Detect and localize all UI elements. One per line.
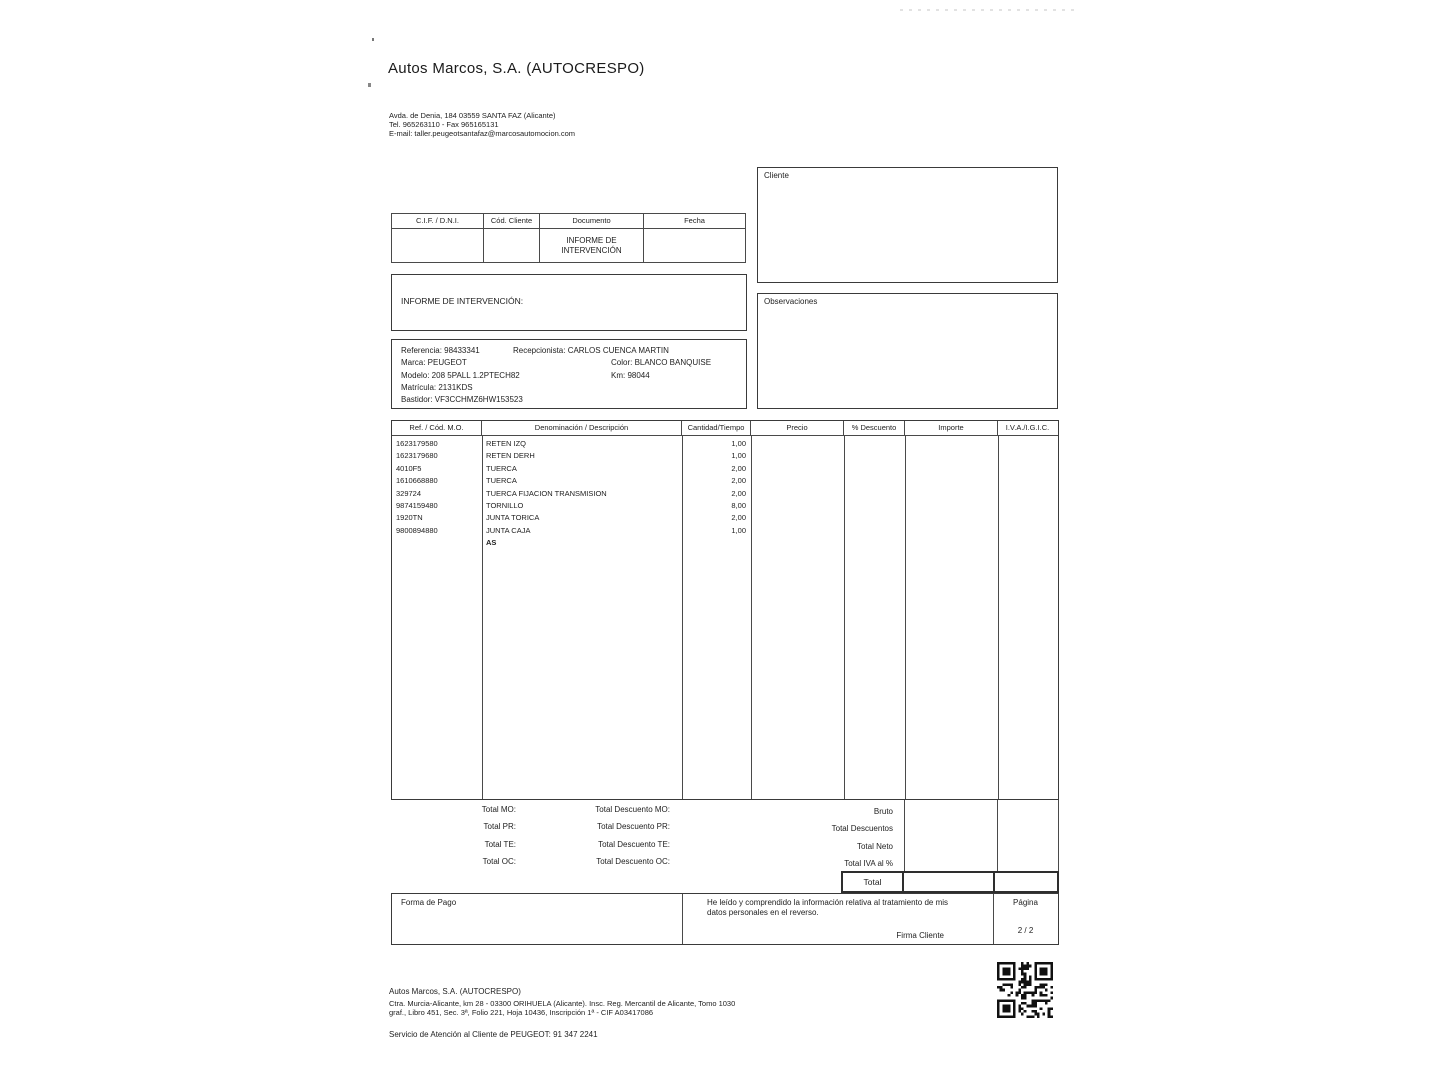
item-desc: TUERCA FIJACION TRANSMISION [486,488,607,498]
cliente-label: Cliente [764,171,789,180]
document-info-table [391,213,746,263]
totals-band [391,800,1059,871]
item-row [392,513,1058,525]
vehicle-info-box [391,339,747,409]
vehicle-matricula: Matrícula: 2131KDS [401,382,473,392]
scan-artifact-mark [368,83,371,87]
cif-dni-value [392,229,484,263]
item-ref: 9800894880 [396,525,438,535]
vehicle-km: Km: 98044 [611,370,650,380]
total-right-label: Bruto [873,806,893,816]
item-desc: TUERCA [486,463,517,473]
item-row [392,451,1058,463]
item-row [392,526,1058,538]
observaciones-box [757,293,1058,409]
total-value [904,873,995,891]
vehicle-modelo: Modelo: 208 5PALL 1.2PTECH82 [401,370,520,380]
item-desc: RETEN IZQ [486,439,527,448]
total-left-label: Total MO: [481,805,516,814]
item-row [392,464,1058,476]
items-body [392,436,1058,799]
total-descuento-label: Total Descuento TE: [598,839,670,849]
item-ref: 1610668880 [396,476,438,486]
item-desc: JUNTA CAJA [486,525,531,535]
privacy-cell [683,894,994,944]
vehicle-recepcionista: Recepcionista: CARLOS CUENCA MARTIN [513,346,669,355]
items-header-importe: Importe [905,421,998,435]
item-desc: RETEN DERH [486,451,535,461]
total-right-label: Total Descuentos [831,824,893,833]
total-right-label: Total Neto [856,841,893,851]
item-qty: 8,00 [731,501,746,510]
informe-intervencion-box [391,274,747,331]
item-ref: 329724 [396,488,422,498]
items-header-iva: I.V.A./I.G.I.C. [1005,423,1050,432]
total-right-label: Total IVA al % [844,859,893,868]
header-fecha: Fecha [684,216,705,225]
total-iva-cell [995,873,1057,891]
pagina-label: Página [1013,898,1038,907]
item-desc: JUNTA TORICA [486,513,540,523]
footer-registry-line1: Ctra. Murcia-Alicante, km 28 - 03300 ORIHUELA (Alicante). Insc. Reg. Mercantil de Alicante, Tomo 1030 [389,999,736,1008]
column-divider [904,800,905,871]
item-qty: 1,00 [731,451,746,461]
fecha-value [644,229,745,263]
item-desc: TUERCA [486,476,517,486]
document-type: INFORME DE INTERVENCIÓN [561,236,622,255]
vehicle-referencia: Referencia: 98433341 [401,346,480,355]
items-header-descuento: % Descuento [844,421,905,435]
cod-cliente-value [484,229,540,263]
item-row [392,439,1058,451]
item-ref: 1623179680 [396,451,438,461]
header-cod-cliente: Cód. Cliente [484,214,540,228]
item-qty: 2,00 [731,463,746,473]
total-left-label: Total PR: [483,822,516,832]
total-row [841,871,1059,893]
informe-intervencion-label: INFORME DE INTERVENCIÓN: [401,296,524,306]
total-label: Total [843,873,904,891]
item-qty: 2,00 [731,513,746,523]
company-address-line1: Avda. de Denia, 184 03559 SANTA FAZ (Alicante) [389,111,556,120]
header-documento: Documento [540,214,644,228]
total-descuento-label: Total Descuento MO: [595,805,670,814]
footer-company: Autos Marcos, S.A. (AUTOCRESPO) [389,987,521,996]
item-qty: 2,00 [731,488,746,498]
items-header-denominacion: Denominación / Descripción [482,421,682,435]
firma-cliente-label: Firma Cliente [896,931,944,940]
footer-registry-line2: graf., Libro 451, Sec. 3ª, Folio 221, Hoja 10436, Inscripción 1ª - CIF A03417086 [389,1008,654,1017]
footer-customer-service: Servicio de Atención al Cliente de PEUGEOT: 91 347 2241 [389,1030,598,1039]
total-descuento-label: Total Descuento OC: [596,856,670,866]
item-ref: 1623179580 [396,439,438,448]
privacy-text: He leído y comprendido la información relativa al tratamiento de mis datos personales en el reverso. [707,898,949,917]
item-ref: 1920TN [396,513,423,523]
item-qty: 1,00 [731,439,746,448]
items-table [391,420,1059,800]
column-divider [997,800,998,871]
item-row [392,501,1058,513]
total-left-label: Total OC: [482,856,516,866]
payment-row [391,893,1059,945]
vehicle-marca: Marca: PEUGEOT [401,358,467,368]
item-desc: TORNILLO [486,501,524,510]
column-divider [1058,800,1059,871]
qr-code [997,962,1053,1018]
item-qty: 2,00 [731,476,746,486]
company-title: Autos Marcos, S.A. (AUTOCRESPO) [388,60,645,77]
item-ref: 4010F5 [396,463,422,473]
items-header-ref: Ref. / Cód. M.O. [392,421,482,435]
item-ref: 9874159480 [396,501,438,510]
forma-de-pago-label: Forma de Pago [401,898,457,907]
scan-artifact-dot [372,38,374,41]
item-row [392,489,1058,501]
pagina-cell [994,894,1057,944]
item-qty: 1,00 [731,525,746,535]
item-note-row [392,538,1058,550]
items-header-precio: Precio [751,421,844,435]
item-note: AS [486,538,497,548]
header-cif-dni: C.I.F. / D.N.I. [392,214,484,228]
item-row [392,476,1058,488]
cliente-box [757,167,1058,283]
scan-artifact-dots [900,9,1078,11]
company-phone-fax: Tel. 965263110 - Fax 965165131 [389,120,499,129]
items-header-cantidad: Cantidad/Tiempo [682,421,751,435]
total-left-label: Total TE: [484,839,516,849]
total-descuento-label: Total Descuento PR: [597,822,670,832]
observaciones-label: Observaciones [764,297,818,306]
pagina-value: 2 / 2 [1017,926,1034,935]
company-email: E-mail: taller.peugeotsantafaz@marcosautomocion.com [389,129,576,138]
forma-de-pago-cell [392,894,683,944]
vehicle-bastidor: Bastidor: VF3CCHMZ6HW153523 [401,395,523,405]
vehicle-color: Color: BLANCO BANQUISE [611,358,712,368]
